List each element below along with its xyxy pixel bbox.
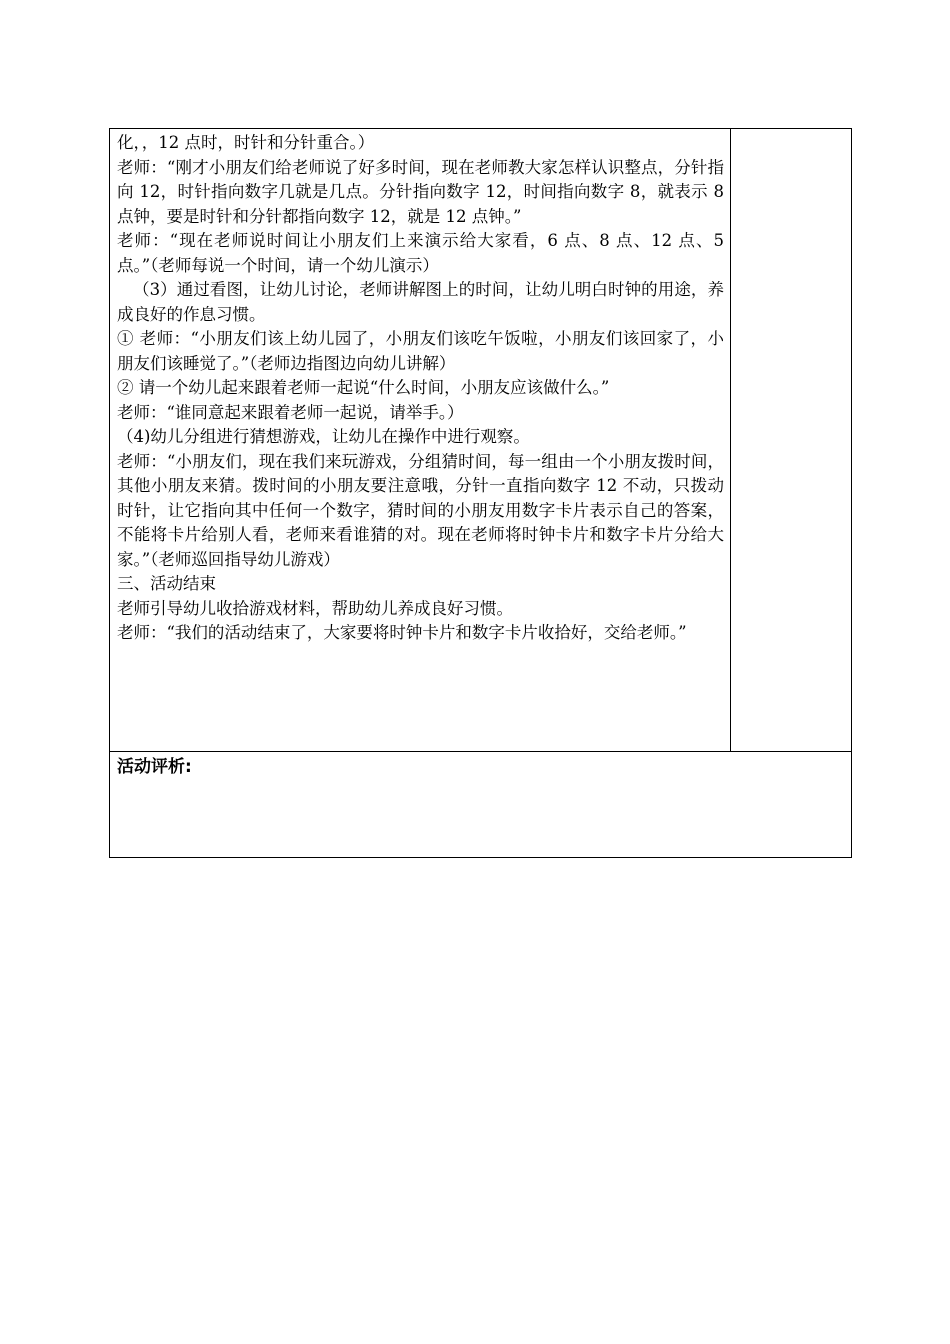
evaluation-row — [110, 752, 852, 858]
content-cell — [110, 129, 731, 752]
section-heading: 三、活动结束 — [117, 574, 216, 593]
paragraph: （4)幼儿分组进行猜想游戏，让幼儿在操作中进行观察。 — [117, 427, 530, 446]
evaluation-cell — [110, 752, 852, 858]
content-row — [110, 129, 852, 752]
paragraph: 老师：“刚才小朋友们给老师说了好多时间，现在老师教大家怎样认识整点，分针指向 12，时针指向数字几就是几点。分针指向数字 12，时间指向数字 8，就表示 8 点钟，要是时针和分针都指向数字 12，就是 12 点钟。” — [117, 157, 724, 226]
paragraph: 老师引导幼儿收拾游戏材料，帮助幼儿养成良好习惯。 — [117, 598, 513, 618]
side-cell — [731, 129, 852, 752]
content-text — [110, 129, 730, 646]
paragraph: 化，，12 点时，时针和分针重合。） — [117, 133, 375, 152]
paragraph: 老师：“谁同意起来跟着老师一起说，请举手。） — [117, 402, 464, 422]
lesson-plan-table — [109, 128, 852, 858]
evaluation-heading: 活动评析: — [117, 757, 192, 777]
paragraph: 老师：“现在老师说时间让小朋友们上来演示给大家看，6 点、8 点、12 点、5 点。”（老师每说一个时间，请一个幼儿演示） — [117, 231, 724, 275]
paragraph: 老师：“我们的活动结束了，大家要将时钟卡片和数字卡片收拾好，交给老师。” — [117, 623, 687, 642]
paragraph: ① 老师：“小朋友们该上幼儿园了，小朋友们该吃午饭啦，小朋友们该回家了，小朋友们该睡觉了。”（老师边指图边向幼儿讲解） — [117, 329, 724, 373]
paragraph: ② 请一个幼儿起来跟着老师一起说“什么时间，小朋友应该做什么。” — [117, 378, 610, 397]
paragraph: （3）通过看图，让幼儿讨论，老师讲解图上的时间，让幼儿明白时钟的用途，养成良好的作息习惯。 — [117, 280, 724, 324]
paragraph: 老师：“小朋友们，现在我们来玩游戏，分组猜时间，每一组由一个小朋友拨时间，其他小朋友来猜。拨时间的小朋友要注意哦，分针一直指向数字 12 不动，只拨动时针，让它指向其中任何一个数字，猜时间的小朋友用数字卡片表示自己的答案，不能将卡片给别人看，老师来看谁猜的对。现在老师将时钟卡片和数字卡片分给大家。”（老师巡回指导幼儿游戏） — [117, 451, 724, 569]
